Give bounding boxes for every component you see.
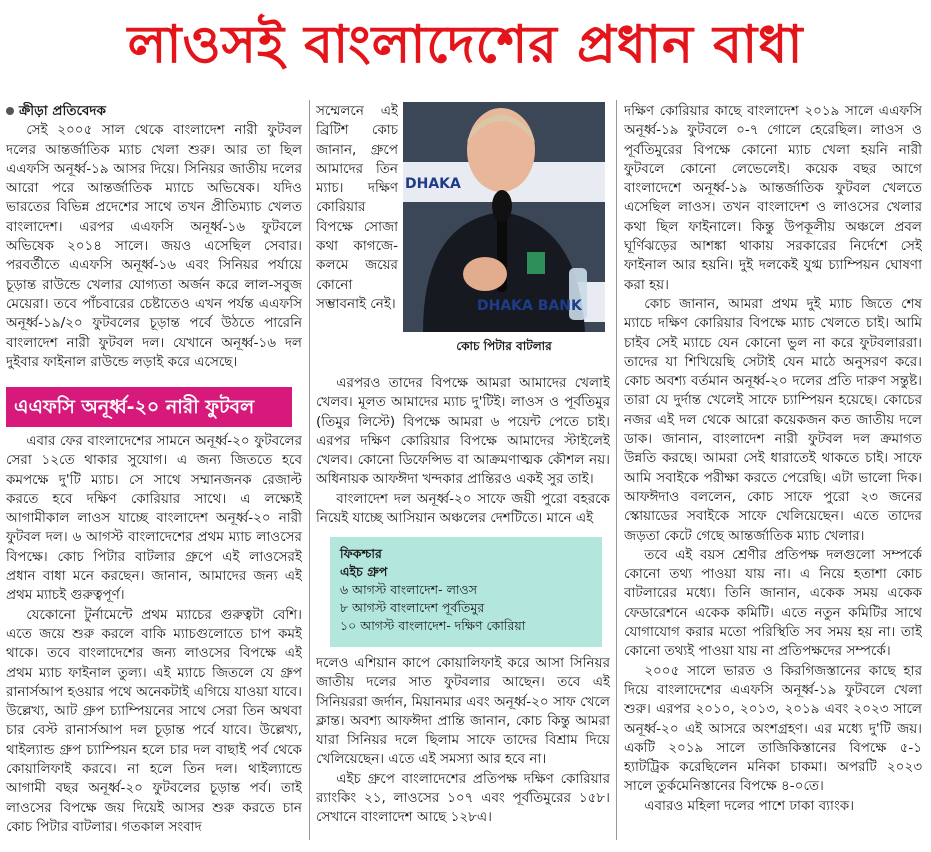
paragraph: দক্ষিণ কোরিয়ার কাছে বাংলাদেশ ২০১৯ সালে এএফসি অনূর্ধ্ব-১৯ ফুটবলে ০-৭ গোলে হেরেছিল। লাওস ও পূর্বতিমুরের বিপক্ষে কোনো ম্যাচ খেলা হয়নি নারী ফুটবলে কোনো লেভেলেই। কয়েক বছর আগে বাংলাদেশে অনূর্ধ্ব-১৯ আন্তর্জাতিক ফুটবল খেলতে এসেছিল লাওস। তখন বাংলাদেশ ও লাওসের খেলার কথা ছিল ফাইনালে। কিন্তু উপকূলীয় অঞ্চলে প্রবল ঘূর্ণিঝড়ের আশঙ্কা থাকায় সরকারের নির্দেশে সেই ফাইনাল আর হয়নি। দুই দলকেই যুগ্ম চ্যাম্পিয়ন ঘোষণা করা হয়। [624, 103, 922, 293]
fixture-box [330, 537, 602, 647]
fixture-title: ফিকশ্চার [340, 546, 382, 561]
photo-caption: কোচ পিটার বাটলার [456, 339, 552, 353]
paragraph: এবার ফের বাংলাদেশের সামনে অনূর্ধ্ব-২০ ফুটবলের সেরা ১২তে থাকার সুযোগ। এ জন্য জিততে হবে কমপক্ষে দু'টি ম্যাচ। সে সাথে সম্মানজনক রেজাল্ট করতে হবে দক্ষিণ কোরিয়ার সাথে। এ লক্ষ্যেই আগামীকাল লাওস যাচ্ছে বাংলাদেশ অনূর্ধ্ব-২০ নারী ফুটবল দল। ৬ আগস্ট বাংলাদেশের প্রথম ম্যাচ লাওসের বিপক্ষে। কোচ পিটার বাটলার গ্রুপে এই লাওসেরই প্রধান বাধা মনে করছেন। জানান, আমাদের জন্য এই প্রথম ম্যাচই গুরুত্বপূর্ণ। [6, 433, 302, 604]
column-2 [316, 374, 610, 528]
column-2-narrow: সম্মেলনে এই ব্রিটিশ কোচ জানান, গ্রুপে আমাদের তিন ম্যাচ। দক্ষিণ কোরিয়ার বিপক্ষে সোজা কথা কাগজে-কলমে জয়ের কোনো সম্ভাবনাই নেই। [316, 103, 398, 312]
paragraph: এরপরও তাদের বিপক্ষে আমরা আমাদের খেলাই খেলব। মূলত আমাদের ম্যাচ দু'টিই। লাওস ও পূর্বতিমুর (তিমুর লিস্টে) বিপক্ষে আমরা ৬ পয়েন্ট পেতে চাই। এরপর দক্ষিণ কোরিয়ার বিপক্ষে আমাদের স্টাইলেই খেলব। কোনো ডিফেন্সিভ বা আক্রমণাত্মক কৌশল নয়। অধিনায়ক আফঈদা খন্দকার প্রান্তিরও একই সুর তাই। [316, 375, 610, 488]
column-rule [616, 100, 617, 840]
column-1 [6, 102, 302, 372]
paragraph: সেই ২০০৫ সাল থেকে বাংলাদেশ নারী ফুটবল দলের আন্তর্জাতিক ম্যাচ খেলা শুরু। আর তা ছিল এএফসি অনূর্ধ্ব-১৯ আসর দিয়ে। সিনিয়র জাতীয় দলের আরো পরে আন্তর্জাতিক ম্যাচে অভিষেক। যদিও ভারতের বিভিন্ন প্রদেশের সাথে তখন প্রীতিম্যাচ খেলত বাংলাদেশ। এরপর এএফসি অনূর্ধ্ব-১৬ ফুটবলে অভিষেক ২০১৪ সালে। জয়ও এসেছিল সেবার। পরবর্তীতে এএফসি অনূর্ধ্ব-১৬ এবং সিনিয়র পর্যায়ে চূড়ান্ত রাউন্ডে খেলার যোগ্যতা অর্জন করে লাল-সবুজ মেয়েরা। তবে পাঁচবারের চেষ্টাতেও এখন পর্যন্ত এএফসি অনূর্ধ্ব-১৯/২০ ফুটবলের চূড়ান্ত পর্বে উঠতে পারেনি বাংলাদেশ নারী ফুটবল দল। যেখানে অনূর্ধ্ব-১৬ দল দুইবার ফাইনাল রাউন্ডে লড়াই করে এসেছে। [6, 122, 302, 370]
paragraph: বাংলাদেশ দল অনূর্ধ্ব-২০ সাফে জয়ী পুরো বহরকে নিয়েই যাচ্ছে আসিয়ান অঞ্চলের দেশটিতে। মানে এই [316, 490, 610, 527]
column-3 [624, 102, 922, 816]
headline: লাওসই বাংলাদেশের প্রধান বাধা [127, 15, 804, 75]
fixture-match: ৬ আগস্ট বাংলাদেশ- লাওস [340, 582, 477, 597]
fixture-match: ৮ আগস্ট বাংলাদেশ পূর্বতিমুর [340, 600, 485, 615]
paragraph: এইচ গ্রুপে বাংলাদেশের প্রতিপক্ষ দক্ষিণ কোরিয়ার র‌্যাংকিং ২১, লাওসের ১০৭ এবং পূর্বতিমুরের ১৫৮। সেখানে বাংলাদেশ আছে ১২৮এ। [316, 770, 610, 826]
column-rule [309, 100, 310, 840]
photo-sign-text-2: DHAKA BANK [477, 298, 582, 314]
paragraph: ২০০৫ সালে ভারত ও কিরগিজস্তানের কাছে হার দিয়ে বাংলাদেশের এএফসি অনূর্ধ্ব-১৯ ফুটবলে খেলা শুরু। এরপর ২০১০, ২০১৩, ২০১৯ এবং ২০২৩ সালে অনূর্ধ্ব-২০ এই আসরে অংশগ্রহণ। এর মধ্যে দু'টি জয়। একটি ২০১৯ সালে তাজিকিস্তানের বিপক্ষে ৫-১ হ্যাটট্রিক করেছিলেন মনিকা চাকমা। অপরটি ২০২৩ সালে তুর্কমেনিস্তানের বিপক্ষে ৪-০তে। [624, 662, 922, 795]
fixture-match: ১০ আগস্ট বাংলাদেশ- দক্ষিণ কোরিয়া [340, 618, 526, 633]
byline [6, 102, 302, 121]
paragraph: এবারও মহিলা দলের পাশে ঢাকা ব্যাংক। [644, 797, 855, 814]
subheading: এএফসি অনূর্ধ্ব-২০ নারী ফুটবল [6, 387, 292, 427]
bullet-icon [6, 107, 14, 115]
byline-text: ক্রীড়া প্রতিবেদক [19, 103, 106, 119]
coach-photo [403, 102, 605, 332]
paragraph: দলেও এশিয়ান কাপে কোয়ালিফাই করে আসা সিনিয়র জাতীয় দলের সাত ফুটবলার আছেন। তবে এই সিনিয়ররা জর্দান, মিয়ানমার এবং অনূর্ধ্ব-২০ সাফ খেলে ক্লান্ত। অবশ্য আফঈদা প্রান্তি জানান, কোচ কিন্তু আমরা যারা সিনিয়র দলে ছিলাম সাফে তাদের বিশ্রাম দিয়ে খেলিয়েছেন। এতে এই সমস্যা আর হবে না। [316, 655, 610, 768]
photo-sign-text: DHAKA [405, 176, 461, 192]
paragraph: যেকোনো টুর্নামেন্টে প্রথম ম্যাচের গুরুত্বটা বেশি। এতে জয়ে শুরু করলে বাকি ম্যাচগুলোতে চাপ কমই থাকে। তবে বাংলাদেশের জন্য লাওসের বিপক্ষে এই প্রথম ম্যাচ ফাইনাল তুল্য। এই ম্যাচে জিতলে যে গ্রুপ রানার্সআপ হওয়ার পথে অনেকটাই এগিয়ে যাওয়া যাবে। উল্লেখ্য, আট গ্রুপ চ্যাম্পিয়নের সাথে সেরা তিন অথবা চার বেস্ট রানার্সআপ দল চূড়ান্ত পর্বে যাবে। উল্লেখ্য, থাইল্যান্ড গ্রুপ চ্যাম্পিয়ন হলে চার দল বাছাই পর্ব থেকে কোয়ালিফাই করবে। না হলে তিন দল। থাইল্যান্ডে আগামী বছর অনূর্ধ্ব-২০ ফুটবলের চূড়ান্ত পর্ব। তাই লাওসের বিপক্ষে জয় দিয়েই আসর শুরু করতে চান কোচ পিটার বাটলার। গতকাল সংবাদ [6, 606, 302, 835]
fixture-group: এইচ গ্রুপ [340, 564, 388, 579]
column-2-lower [316, 654, 610, 828]
paragraph: কোচ জানান, আমরা প্রথম দুই ম্যাচ জিতে শেষ ম্যাচে দক্ষিণ কোরিয়ার বিপক্ষে ম্যাচ খেলতে চাই। আমি চাইব সেই ম্যাচে যেন কোনো ভুল না করে ফুটবলাররা। তাদের যা শিখিয়েছি সেটাই যেন মাঠে অনুসরণ করে। কোচ অবশ্য বর্তমান অনূর্ধ্ব-২০ দলের প্রতি দারুণ সন্তুষ্ট। তারা যে দুর্দান্ত খেলেই সাফে চ্যাম্পিয়ন হয়েছে। কোচের নজর এই দল থেকে আরো কয়েকজন কত জাতীয় দলে ডাক। জানান, বাংলাদেশ নারী ফুটবল দল ক্রমাগত উন্নতি করছে। আমরা সেই ধারাতেই থাকতে চাই। সাফে আমি সবাইকে পরীক্ষা করতে পেরেছি। এটা ভালো দিক। আফঈদাও বললেন, কোচ সাফে পুরো ২৩ জনের স্কোয়াডের সবাইকে সাফে খেলিয়েছেন। এতে তাদের জড়তা কেটে গেছে আন্তর্জাতিক ম্যাচ খেলার। [624, 295, 922, 544]
column-1-lower [6, 432, 302, 837]
paragraph: তবে এই বয়স শ্রেণীর প্রতিপক্ষ দলগুলো সম্পর্কে কোনো তথ্য পাওয়া যায় না। এ নিয়ে হতাশা কোচ বাটলারের মধ্যে। তিনি জানান, একেক সময় একেক ফেডারেশনে একেক কমিটি। এতে নতুন কমিটির সাথে যোগাযোগ করার মতো পরিস্থিতি সব সময় হয় না। তাই কোনো তথ্যই পাওয়া যায় না প্রতিপক্ষদের সম্পর্কে। [624, 546, 922, 660]
